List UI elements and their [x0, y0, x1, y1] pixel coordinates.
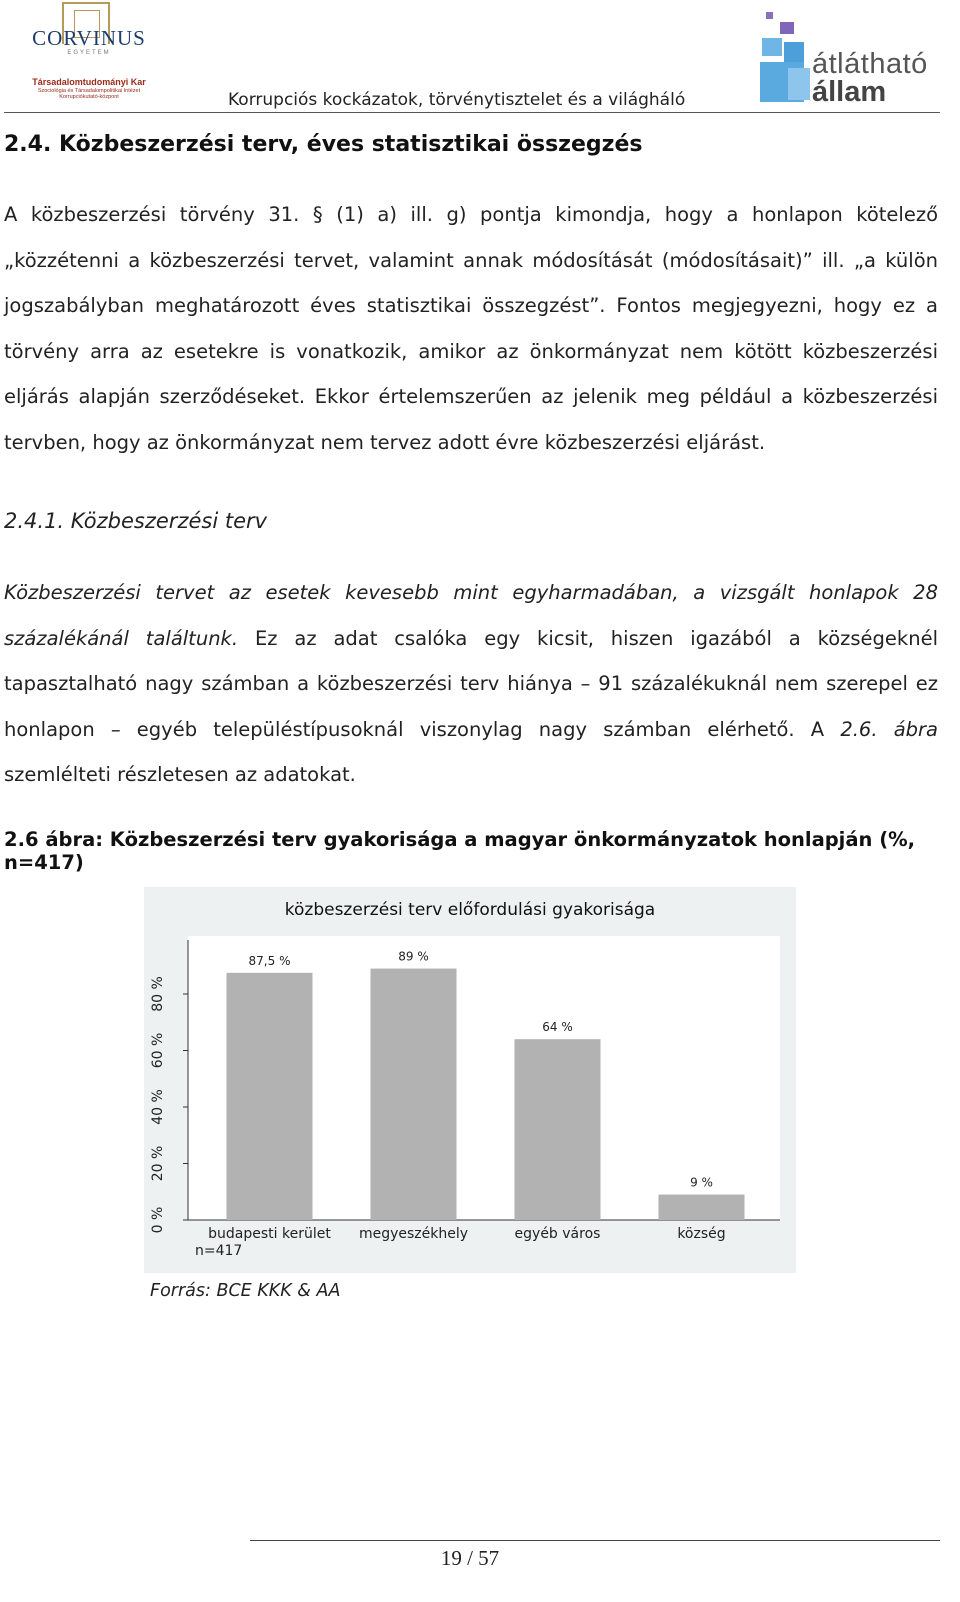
page-number: 19 / 57 [440, 1546, 500, 1570]
value-label: 9 % [690, 1175, 713, 1190]
paragraph-text: Ez az adat csalóka egy kicsit, hiszen igazából a községeknél tapasztalható nagy számban a közbeszerzési terv hiánya – 91 százalékuknál nem szerepel ez honlapon – egyéb településtípusoknál viszonylag nagy számban elérhető. A [4, 626, 938, 741]
figure-reference: 2.6. ábra [840, 717, 938, 741]
bar [227, 973, 313, 1220]
value-label: 87,5 % [248, 953, 291, 968]
logo-faculty-sub: Szociológia és Társadalompolitikai Intézet Korrupciókutató-központ [37, 88, 141, 100]
logo-faculty: Társadalomtudományi Kar [32, 77, 146, 87]
section-heading: 2.4. Közbeszerzési terv, éves statisztikai összegzés [4, 132, 643, 157]
bar [659, 1195, 745, 1220]
y-tick-label: 20 % [150, 1145, 166, 1182]
header-title: Korrupciós kockázatok, törvénytisztelet és a világháló [228, 90, 686, 110]
subsection-heading: 2.4.1. Közbeszerzési terv [4, 509, 268, 533]
y-tick-label: 60 % [150, 1032, 166, 1069]
logo-subline: EGYETEM [67, 50, 111, 56]
logo-word-1: átlátható [812, 48, 928, 80]
chart-title: közbeszerzési terv előfordulási gyakorisága [284, 900, 656, 920]
figure-caption: 2.6 ábra: Közbeszerzési terv gyakorisága a magyar önkormányzatok honlapján (%, n=417) [4, 828, 916, 874]
category-label: megyeszékhely [358, 1226, 469, 1242]
source-note: Forrás: BCE KKK & AA [150, 1281, 341, 1301]
value-label: 89 % [398, 949, 429, 964]
paragraph-text-end: szemlélteti részletesen az adatokat. [4, 763, 356, 786]
sample-size-note: n=417 [195, 1243, 243, 1259]
category-label: egyéb város [514, 1226, 601, 1242]
bar [515, 1039, 601, 1220]
italic-lead: Közbeszerzési tervet az esetek kevesebb mint egyharmadában, a vizsgált honlapok 28 százalékánál találtunk. [4, 581, 938, 650]
category-label: budapesti kerület [208, 1226, 331, 1242]
logo-word-2: állam [812, 76, 887, 108]
category-label: község [677, 1226, 726, 1242]
bar [371, 969, 457, 1220]
y-tick-label: 0 % [150, 1206, 166, 1234]
footer-rule [250, 1540, 940, 1541]
value-label: 64 % [542, 1020, 573, 1035]
y-tick-label: 40 % [150, 1089, 166, 1125]
logo-name: CORVINUS [32, 26, 146, 50]
y-tick-label: 80 % [150, 976, 166, 1012]
section-paragraph: A közbeszerzési törvény 31. § (1) a) ill. g) pontja kimondja, hogy a honlapon kötelező „közzétenni a közbeszerzési tervet, valamint annak módosítását (módosításait)” ill. „a külön jogszabályban meghatározott éves statisztikai összegzést”. Fontos megjegyezni, hogy ez a törvény arra az esetekre is vonatkozik, amikor az önkormányzat nem kötött közbeszerzési eljárás alapján szerződéseket. Ekkor értelemszerűen az jelenik meg például a közbeszerzési tervben, hogy az önkormányzat nem tervez adott évre közbeszerzési eljárást. [4, 203, 938, 454]
